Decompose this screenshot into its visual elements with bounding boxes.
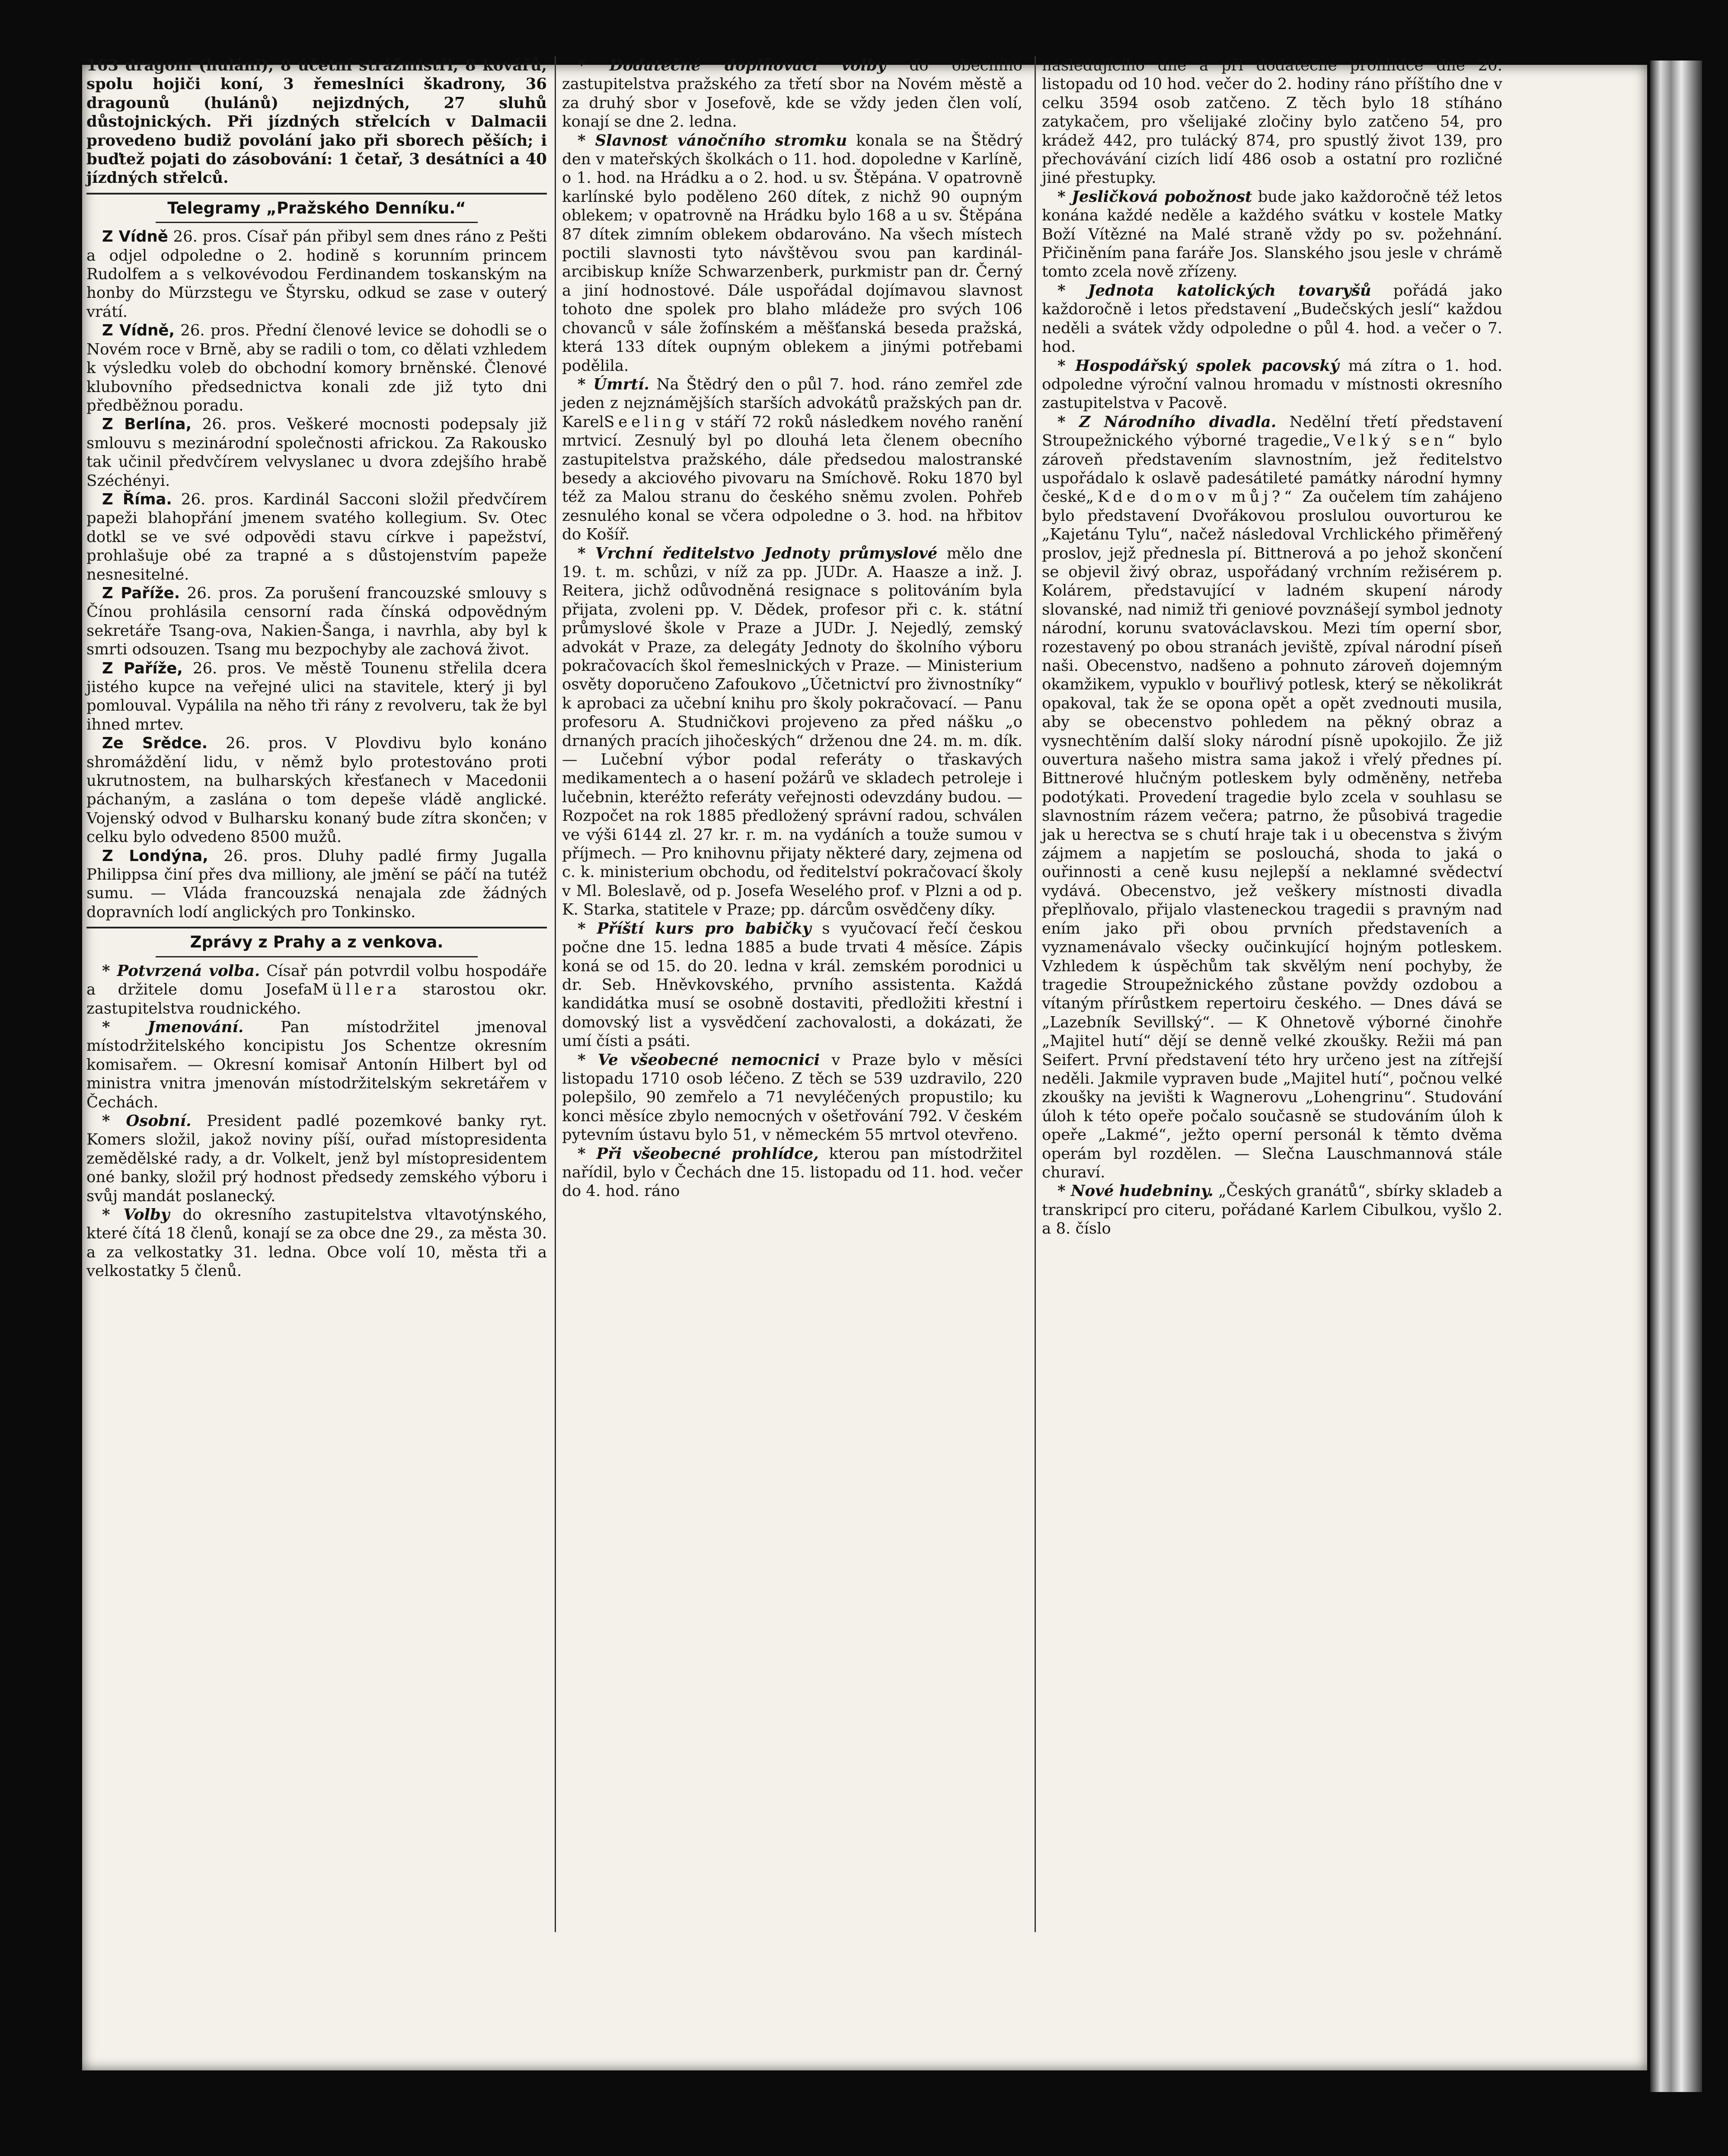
news-text: Nedělní třetí představení Stroupežnického výborné tragedie [1042, 413, 1502, 450]
rubric: * Slavnost vánočního stromku [578, 131, 847, 150]
telegram-london [86, 847, 547, 922]
news-text: do obecního zastupitelstva pražského za třetí sbor na Novém městě a za druhý sbor v Josefově, kde se vždy jeden člen volí, konají se dne 2. ledna. [562, 57, 1023, 131]
news-appointment [86, 1018, 547, 1112]
news-national-theatre [1042, 413, 1502, 1182]
heading-news-prague: Zprávy z Prahy a z venkova. [190, 933, 444, 952]
telegram-vienna-1 [86, 227, 547, 321]
telegram-sofia [86, 734, 547, 846]
news-text: v Praze bylo v měsíci listopadu 1710 osob léčeno. Z těch se 539 uzdravilo, 220 polepšilo, 90 zemřelo a 71 nevyléčených propustilo; ku konci měsíce zbylo nemocných v ošetřování 792. V českém pytevním ústavu bylo 51, v německém 55 mrtvol otevřeno. [562, 1051, 1022, 1144]
telegram-paris-1 [86, 584, 547, 659]
dateline: Z Paříže. [102, 584, 180, 602]
news-elections [86, 1206, 547, 1281]
news-text: s vyučovací řečí českou počne dne 15. ledna 1885 a bude trvati 4 měsíce. Zápis koná se od 15. do 20. ledna v král. zemském porodnici u dr. Seb. Hněvkovského, prvního assistenta. Každá kandidátka musí se osobně dostaviti, předložiti křestní i domovský list a vysvědčení zachovalosti, a dokázati, že umí čísti a psáti. [562, 919, 1022, 1050]
section-rule [86, 193, 547, 195]
column-2 [562, 56, 1022, 1201]
rubric: * Dodatečné doplňovací volby [578, 57, 886, 74]
news-text: konala se na Štědrý den v mateřských školkách o 11. hod. dopoledne v Karlíně, o 1. hod. na Hrádku a o 2. hod. u sv. Štěpána. V opatrovně karlínské bylo poděleno 260 dítek, z nichž 90 oupným oblekem; v opatrovně na Hrádku bylo 168 a u sv. Štěpána 87 dítek zimním oblekem obdarováno. Na všech místech poctili slavnosti tyto návštěvou svou pan kardinál-arcibiskup kníže Schwarzenberk, purkmistr pan dr. Černý a jiní hodnostové. Dále uspořádal dojímavou slavnost tohoto dne spolek pro blaho mládeže pro svých 106 chovanců v sále žofínském a měšťanská beseda pražská, která 133 dítek oupným oblekem a jinými potřebami podělila. [562, 131, 1022, 375]
news-midwife-course [562, 919, 1022, 1051]
dateline: Z Vídně, [102, 322, 175, 340]
news-text: v stáří 72 roků následkem nového ranění mrtvicí. Zesnulý byl po dlouhá leta členem obecního zastupitelstva pražského, dále předsedou malostranské besedy a akciového pivovaru na Smíchově. Roku 1870 byl též za Malou stranu do českého sněmu zvolen. Pohřeb zesnulého konal se včera odpoledne o 3. hod. na hřbitov do Košíř. [562, 413, 1022, 544]
rubric: * Příští kurs pro babičky [578, 919, 811, 938]
news-confirmed-election [86, 962, 547, 1018]
news-personal [86, 1112, 547, 1206]
paragraph-dragoons: 163 dragoní (huláni), 8 účetní strážmistři, 8 kovářů, spolu hojiči koní, 3 řemeslníci škadrony, 36 dragounů (hulánů) nejizdných, 27 sluhů důstojnických. Při jízdných střelcích v Dalmacii provedeno budiž povolání jako při sborech pěších; i buďtež pojati do zásobování: 1 četař, 3 desátníci a 40 jízdných střelců. [86, 57, 547, 187]
news-hospital [562, 1051, 1022, 1145]
play-title: „Velký sen“ [1322, 432, 1459, 450]
heading-telegrams: Telegramy „Pražského Denníku.“ [167, 198, 466, 217]
news-text: do okresního zastupitelstva vltavotýnského, které čítá 18 členů, konají se za obce dne 29., za města 30. a za velkostatky 31. ledna. Obce volí 10, města tři a velkostatky 5 členů. [86, 1206, 547, 1280]
dateline: Z Říma. [102, 490, 172, 508]
telegram-text: 26. pros. V Plovdivu bylo konáno shromáždění lidu, v němž bylo protestováno proti ukrutnostem, na bulharských křesťanech v Macedonii páchaným, a zaslána o tom depeše vládě anglické. Vojenský odvod v Bulharsku konaný bude zítra skončen; v celku bylo odvedeno 8500 mužů. [86, 734, 547, 846]
rubric: * Vrchní ředitelstvo Jednoty průmyslové [578, 544, 938, 562]
news-text: „Českých granátů“, sbírky skladeb a transkripcí pro citeru, pořádané Karlem Cibulkou, vyšlo 2. a 8. číslo [1042, 1182, 1502, 1238]
news-agricultural-society [1042, 357, 1502, 413]
column-divider-2 [1035, 56, 1036, 1932]
rubric: * Jmenování. [102, 1018, 244, 1036]
rubric: * Jesličková pobožnost [1057, 188, 1252, 206]
news-inspection-continued: následujícího dne a při dodatečné prohlídce dne 20. listopadu od 10 hod. večer do 2. hodiny ráno příštího dne v celku 3594 osob zatčeno. Z těch bylo 18 stíháno zatykačem, pro všelijaké zločiny bylo zatčeno 54, pro krádež 442, pro tulácký 874, pro spustlý život 139, pro přechovávání cizích lidí 486 osob a ostatní pro rozličné jiné přestupky. [1042, 57, 1502, 187]
rubric: * Osobní. [102, 1112, 192, 1130]
news-text: President padlé pozemkové banky ryt. Komers složil, jakož noviny píší, ouřad místopresidenta zemědělské rady, a dr. Volkelt, jenž byl místopresidentem oné banky, složil prý hodnost předsedy zemského výboru i svůj mandát poslanecký. [86, 1112, 547, 1205]
dateline: Z Berlína, [102, 415, 192, 434]
news-industrial-union [562, 544, 1022, 919]
column-divider-1 [555, 56, 556, 1932]
dateline: Z Londýna, [102, 847, 208, 865]
telegram-text: 26. pros. Přední členové levice se dohodli se o Novém roce v Brně, aby se radili o tom, co dělati vzhledem k výsledku voleb do obchodní komory brněnské. Členové klubovního předsednictva konali zde již tyto dni předběžnou poradu. [86, 322, 547, 415]
news-christmas-tree [562, 131, 1022, 375]
dateline: Ze Srědce. [102, 734, 208, 753]
dateline: Z Vídně [102, 228, 168, 246]
telegram-text: 26. pros. Veškeré mocnosti podepsaly již smlouvu s mezinárodní společnosti africkou. Za Rakousko tak učinil předvčírem velvyslanec u dvora zdejšího hrabě Széchényi. [86, 415, 547, 490]
telegram-text: 26. pros. Císař pán přibyl sem dnes ráno z Pešti a odjel odpoledne o 2. hodině s korunním princem Rudolfem a s velkovévodou Ferdinandem toskanským na honby do Mürzstegu ve Štyrsku, odkud se zase v outerý vrátí. [86, 228, 547, 321]
news-text: pořádá jako každoročně i letos představení „Budečských jeslí“ každou neděli a svátek vždy odpoledne o půl 4. hod. a večer o 7. hod. [1042, 281, 1503, 356]
column-3 [1042, 56, 1502, 1238]
news-text: má zítra o 1. hod. odpoledne výroční valnou hromadu v místnosti okresního zastupitelstva v Pacově. [1042, 357, 1502, 412]
telegram-text: 26. pros. Za porušení francouzské smlouvy s Čínou prohlásila censorní rada čínská odpovědným sekretáře Tsang-ova, Nakien-Šanga, i navrhla, aby byl k smrti odsouzen. Tsang mu bezpochyby ale zachová život. [86, 584, 547, 659]
section-rule [86, 927, 547, 928]
column-1 [86, 56, 547, 1281]
news-death [562, 375, 1022, 544]
person-name: Müllera [312, 981, 401, 999]
rubric: * Ve všeobecné nemocnici [578, 1051, 820, 1069]
news-text: mělo dne 19. t. m. schůzi, v níž za pp. JUDr. A. Haasze a inž. J. Reitera, jichž odůvodněná resignace s politováním byla přijata, zvoleni pp. V. Dědek, profesor při c. k. státní průmyslové škole v Praze a JUDr. J. Nejedlý, zemský advokát v Praze, za delegáty Jednoty do školního výboru pokračovacích škol řemeslnických v Praze. — Ministerium osvěty doporučeno Zafoukovo „Účetnictví pro živnostníky“ k aprobaci za učební knihu pro školy pokračovací. — Panu profesoru A. Studničkovi projeveno za před nášku „o drnaných pracích jihočeských“ drženou dne 24. m. m. dík. — Lučební výbor podal referáty o třaskavých medikamentech a o hasení požárů ve skladech petroleje i lučebnin, kteréžto referáty veřejnosti odevzdány budou. — Rozpočet na rok 1885 předložený správní radou, schválen ve výši 6144 zl. 27 kr. r. m. na vydáních a touže sumou v příjmech. — Pro knihovnu přijaty některé dary, zejmena od c. k. ministerium obchodu, od ředitelství pokračovací školy v Ml. Boleslavě, od p. Josefa Weselého prof. v Plzni a od p. K. Starka, statitele v Praze; pp. dárcům osvědčeny díky. [562, 544, 1022, 919]
news-supplementary-elections [562, 56, 1022, 131]
telegram-rome [86, 490, 547, 584]
rubric: * Úmrtí. [578, 375, 649, 393]
rubric: * Jednota katolických tovaryšů [1057, 281, 1371, 300]
telegram-paris-2 [86, 659, 547, 734]
heading-underline [156, 956, 478, 957]
rubric: * Z Národního divadla. [1057, 413, 1277, 431]
news-text: bude jako každoročně též letos konána každé neděle a každého svátku v kostele Matky Boží Vítězné na Malé straně vždy po sv. požehnání. Přičiněním pana faráře Jos. Slanského jsou jesle v chrámě tomto zcela nově zřízeny. [1042, 188, 1502, 281]
telegram-berlin [86, 415, 547, 490]
news-nativity-devotion [1042, 188, 1502, 281]
heading-underline [156, 222, 478, 223]
person-name: Seeling [604, 413, 689, 431]
news-catholic-journeymen [1042, 281, 1502, 357]
rubric: * Nové hudebniny. [1057, 1182, 1214, 1200]
telegram-vienna-2 [86, 321, 547, 415]
rubric: * Hospodářský spolek pacovský [1057, 357, 1339, 375]
anthem-title: „Kde domov můj?“ [1086, 488, 1296, 506]
rubric: * Potvrzená volba. [102, 962, 260, 980]
rubric: * Při všeobecné prohlídce, [578, 1145, 819, 1163]
news-new-music [1042, 1182, 1502, 1238]
telegram-text: 26. pros. Dluhy padlé firmy Jugalla Philippsa činí přes dva milliony, ale jmění se páčí na tutéž sumu. — Vláda francouzská nenajala zde žádných dopravních lodí anglických pro Tonkinsko. [86, 847, 547, 921]
news-text: Pan místodržitel jmenoval místodržitelského koncipistu Jos Schentze okresním komisařem. — Okresní komisař Antonín Hilbert byl od ministra vnitra jmenován místodržitelským sekretářem v Čechách. [86, 1018, 547, 1111]
news-text: Císař pán potvrdil volbu hospodáře a držitele domu Josefa [86, 962, 547, 999]
telegram-text: 26. pros. Ve městě Tounenu střelila dcera jistého kupce na veřejné ulici na stavitele, který ji byl pomlouval. Vypálila na něho tři rány z revolveru, tak že byl ihned mrtev. [86, 659, 547, 734]
page-edge-shadow [1650, 61, 1702, 2092]
news-text: kterou pan místodržitel nařídil, bylo v Čechách dne 15. listopadu od 11. hod. večer do 4. hod. ráno [562, 1145, 1022, 1200]
news-text: starostou okr. zastupitelstva roudnického. [86, 981, 547, 1017]
telegram-text: 26. pros. Kardinál Sacconi složil předvčírem papeži blahopřání jmenem svatého kollegium. Sv. Otec dotkl se ve své odpovědi stavu církve i papežství, prohlašuje obé za trapné a s důstojenstvím papeže nesnesitelné. [86, 490, 547, 584]
news-text: Za oučelem tím zahájeno bylo představení Dvořákovou proslulou ouvorturou ke „Kajetánu Tylu“, načež následoval Vrchlického přiměřený proslov, jejž přednesla pí. Bittnerová a po jehož skončení se objevil živý obraz, uspořádaný vrchním režisérem p. Kolárem, představující v ladném skupení národy slovanské, nad nimiž tři geniové povznášejí symbol jednoty národní, korunu svatováclavskou. Mezi tím operní sbor, rozestavený po obou stranách jeviště, zpíval národní píseň naši. Obecenstvo, nadšeno a pohnuto zároveň dojemným okamžikem, vypuklo v bouřlivý potlesk, který se několikrát opakoval, tak že se opona opět a opět zvednouti musila, aby se obecenstvo pohledem na pěkný obraz a vysnechtěním další sloky národní písně upokojilo. Že již ouvertura našeho mistra sama jakož i vřelý přednes pí. Bittnerové hlučným potleskem byly odměněny, netřeba podotýkati. Provedení tragedie bylo zcela v souhlasu se slavnostním rázem večera; patrno, že působivá tragedie jak u herectva se s chutí hraje tak i u obecenstva s živým zájmem a napjetím se poslouchá, shoda to jaká o ouřinnosti a ceně kusu nejlepší a neklamné svědectví vydává. Obecenstvo, jež veškery místnosti divadla přeplňovalo, přijalo vlasteneckou tragedii s pravným nad ením jako při obou prvních představeních a vyznamenávalo všecky oučinkující hojným potleskem. Vzhledem k úspěchům tak skvělým není pochyby, že tragedie Stroupežnického zůstane povždy ozdobou a vítaným přírůstkem repertoiru českého. — Dnes dává se „Lazebník Sevillský“. — K Ohnetově výborné činohře „Majitel hutí“ dějí se denně velké zkoušky. Režii má pan Seifert. První představení této hry určeno jest na zítřejší neděli. Jakmile vypraven bude „Majitel hutí“, počnou velké zkoušky na jevišti k Wagnerovu „Lohengrinu“. Studování úloh k této opeře počalo současně se studováním úloh k opeře „Lakmé“, ježto operní personál k těmto dvěma operám byl rozdělen. — Slečna Lauschmannová stále churaví. [1042, 488, 1502, 1181]
news-inspection [562, 1145, 1022, 1201]
news-text: Na Štědrý den o půl 7. hod. ráno zemřel zde jeden z nejznámějších starších advokátů pražských pan dr. Karel [562, 375, 1022, 431]
news-text: bylo zároveň představením slavnostním, jež ředitelstvo uspořádalo k oslavě padesátileté památky národní hymny české [1042, 432, 1502, 506]
dateline: Z Paříže, [102, 659, 183, 677]
rubric: * Volby [102, 1206, 170, 1224]
